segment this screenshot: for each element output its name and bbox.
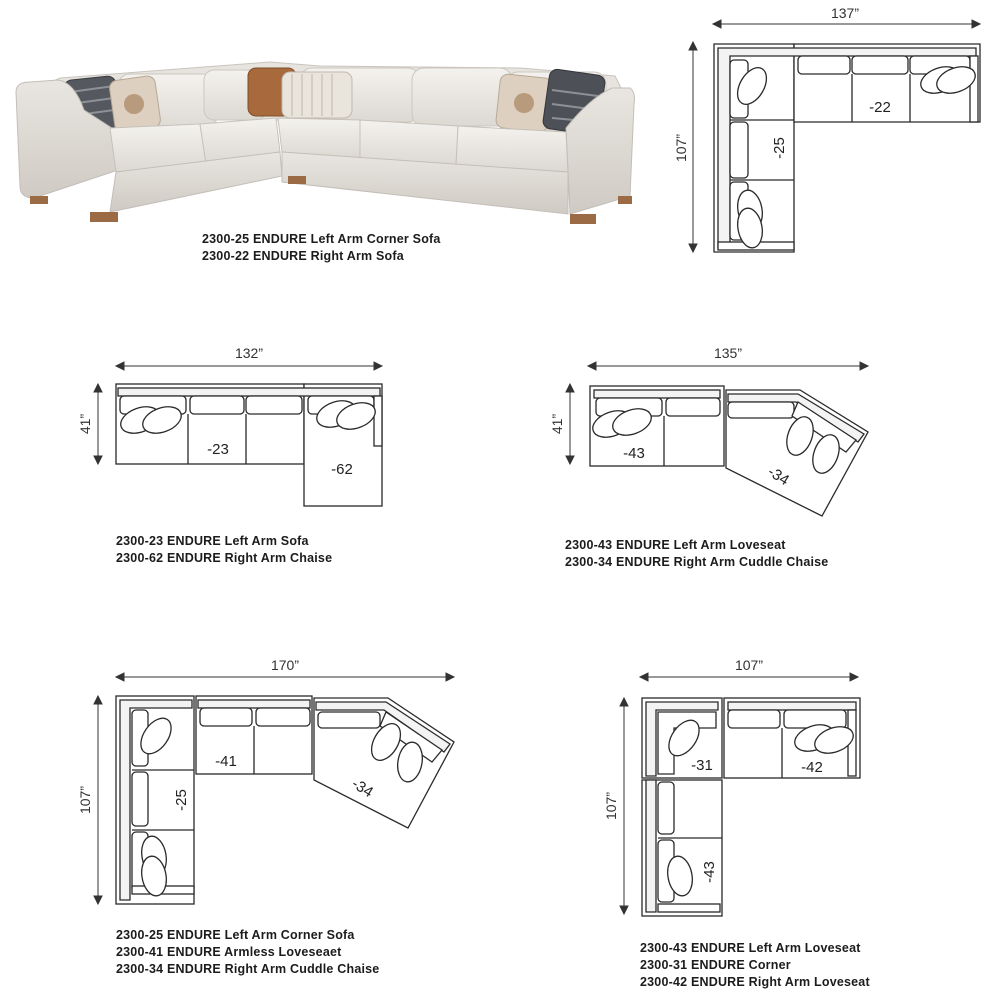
depth-dimension-label: 41”	[549, 413, 565, 435]
caption-line: 2300-25 ENDURE Left Arm Corner Sofa	[202, 232, 441, 246]
width-dimension-label: 132”	[234, 345, 264, 361]
piece-label: -62	[331, 461, 353, 478]
piece-label: -25	[771, 137, 788, 159]
caption-line: 2300-43 ENDURE Left Arm Loveseat	[565, 538, 786, 552]
piece-label: -31	[691, 757, 713, 774]
width-dimension-label: 107”	[734, 657, 764, 673]
depth-dimension-label: 107”	[77, 785, 93, 815]
diagram-5-caption	[640, 940, 870, 991]
caption-line: 2300-42 ENDURE Right Arm Loveseat	[640, 975, 870, 989]
caption-line: 2300-41 ENDURE Armless Loveseaet	[116, 945, 342, 959]
piece-label: -34	[764, 463, 793, 490]
caption-line: 2300-62 ENDURE Right Arm Chaise	[116, 551, 333, 565]
piece-label: -41	[215, 753, 237, 770]
piece-label: -25	[173, 789, 190, 811]
piece-label: -22	[869, 99, 891, 116]
caption-line: 2300-34 ENDURE Right Arm Cuddle Chaise	[116, 962, 380, 976]
caption-line: 2300-25 ENDURE Left Arm Corner Sofa	[116, 928, 355, 942]
caption-line: 2300-23 ENDURE Left Arm Sofa	[116, 534, 309, 548]
width-dimension-label: 135”	[713, 345, 743, 361]
depth-dimension-label: 107”	[603, 791, 619, 821]
piece-label: -23	[207, 441, 229, 458]
caption-line: 2300-43 ENDURE Left Arm Loveseat	[640, 941, 861, 955]
piece-label: -43	[623, 445, 645, 462]
piece-label: -43	[701, 861, 718, 883]
width-dimension-label: 170”	[270, 657, 300, 673]
piece-label: -34	[348, 775, 377, 802]
width-dimension-label: 137”	[830, 5, 860, 21]
piece-label: -42	[801, 759, 823, 776]
caption-line: 2300-31 ENDURE Corner	[640, 958, 791, 972]
depth-dimension-label: 107”	[673, 133, 689, 163]
caption-line: 2300-34 ENDURE Right Arm Cuddle Chaise	[565, 555, 829, 569]
caption-line: 2300-22 ENDURE Right Arm Sofa	[202, 249, 404, 263]
depth-dimension-label: 41”	[77, 413, 93, 435]
